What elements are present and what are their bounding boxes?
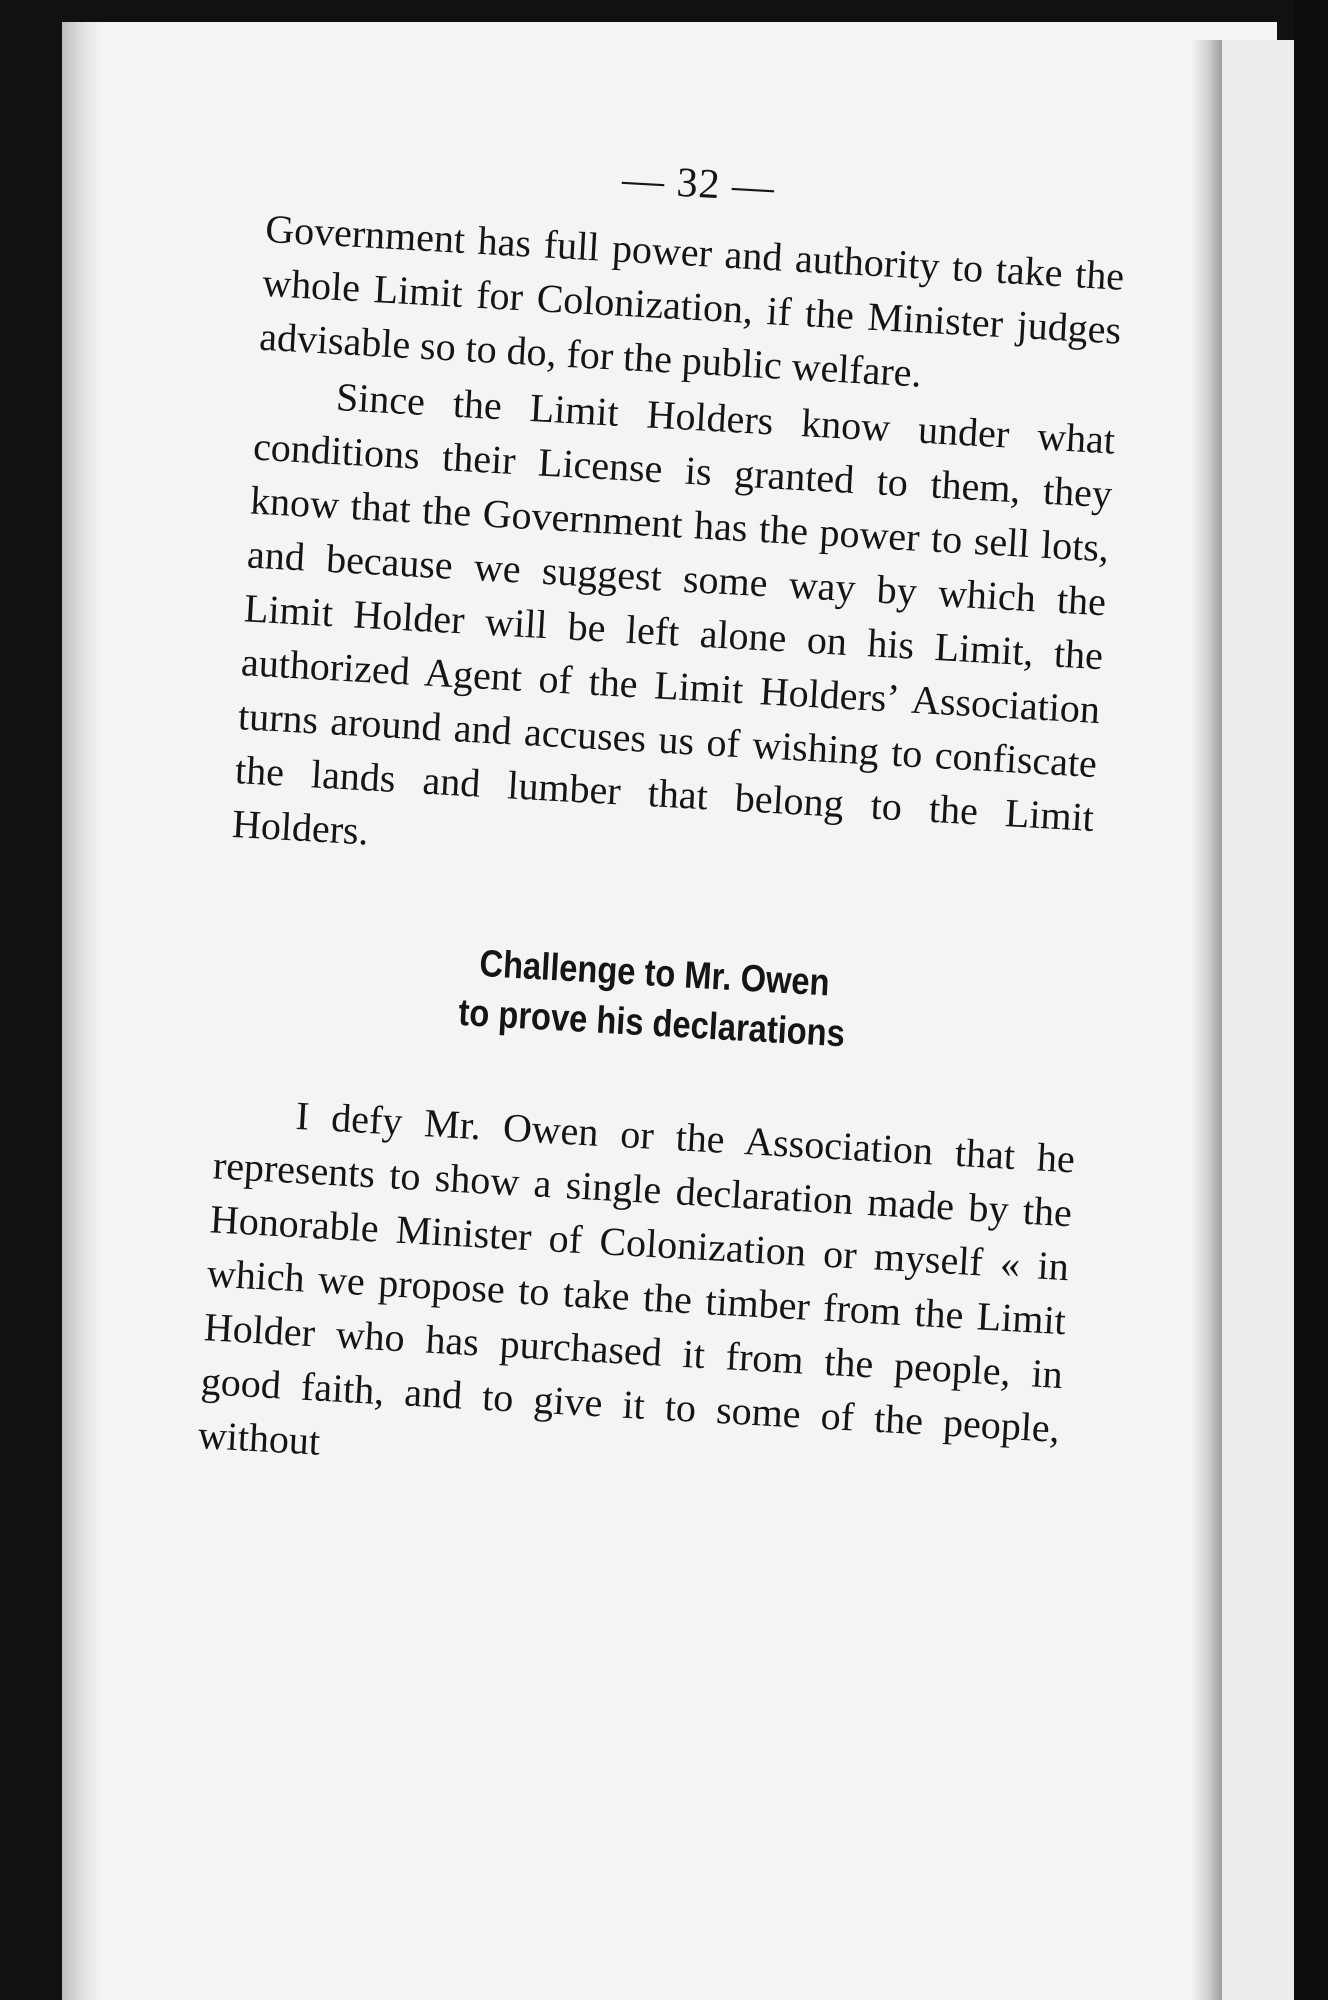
page-text-block: [197, 136, 1130, 1510]
paragraph-1: Government has full power and authority to take the whole Limit for Colonization, if the Minister judges advisable so to do, for the public welfare.: [258, 205, 1126, 396]
paragraph-3: I defy Mr. Owen or the Association that he represents to show a single declaration made by the Honorable Minister of Colonization or myself « in which we propose to take the timber from the Limit Holder who has purchased it from the people, in good faith, and to give it to some of the people, without: [196, 1092, 1077, 1464]
facing-page-edge: [1222, 40, 1294, 2000]
page-edge-shadow: [62, 22, 102, 2000]
scan-background: [1294, 0, 1328, 2000]
page-number: — 32 —: [620, 156, 777, 212]
heading-line-2: to prove his declarations: [457, 991, 846, 1056]
paragraph-2: Since the Limit Holders know under what conditions their License is granted to them, they know that the Government has the power to sell lots, and because we suggest some way by which the Limit Holder will be left alone on his Limit, the authorized Agent of the Limit Holders’ Association turns around and accuses us of wishing to confiscate the lands and lumber that belong to the Limit Holders.: [230, 374, 1117, 854]
heading-line-1: Challenge to Mr. Owen: [478, 942, 831, 1005]
section-heading: [281, 928, 1025, 1069]
book-gutter: [1192, 40, 1222, 2000]
